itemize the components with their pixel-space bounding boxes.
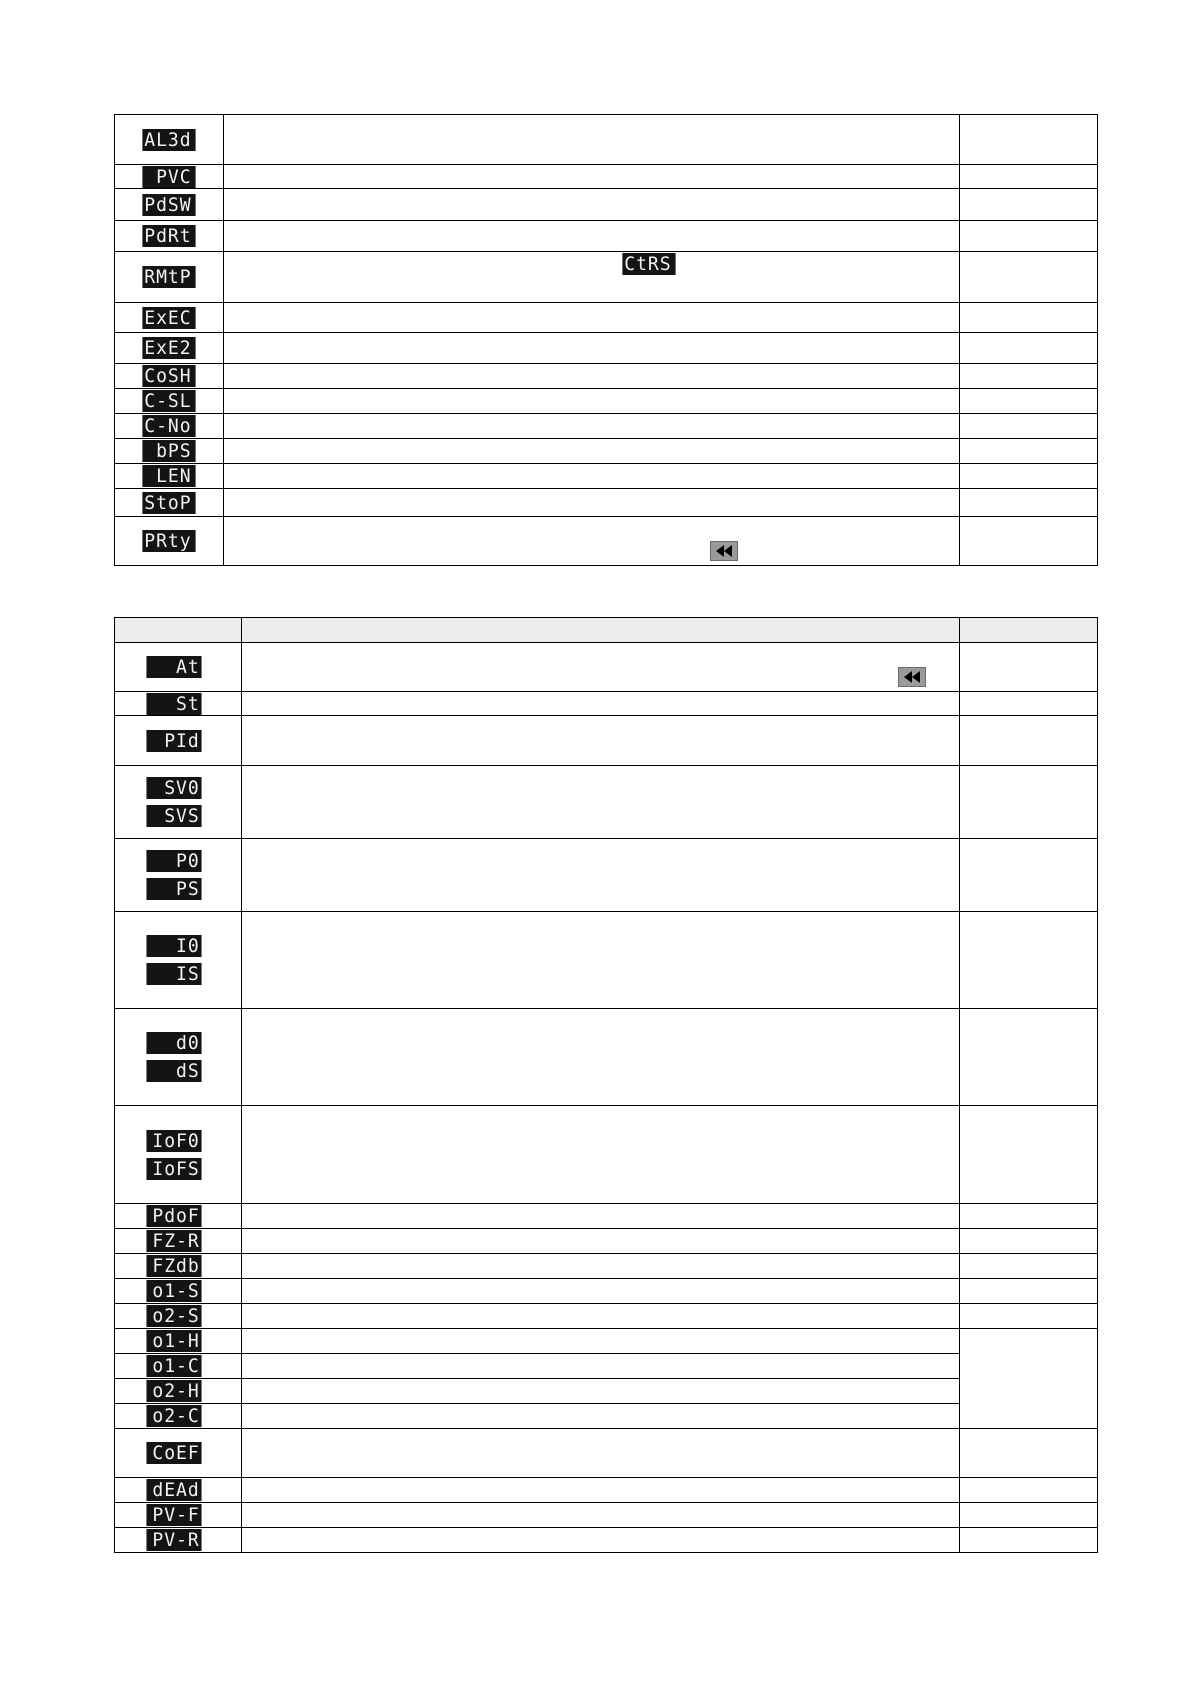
table-row — [115, 489, 1098, 517]
table-row — [115, 252, 1098, 303]
description-cell — [242, 716, 960, 766]
value-cell — [960, 1503, 1098, 1528]
table-row — [115, 115, 1098, 165]
parameter-code: o1-C — [146, 1355, 201, 1377]
description-cell — [224, 189, 960, 221]
parameter-code: SVS — [146, 805, 201, 827]
description-cell — [242, 643, 960, 692]
header-description — [242, 618, 960, 643]
description-cell — [242, 1528, 960, 1553]
table-row — [115, 1503, 1098, 1528]
header-value — [960, 618, 1098, 643]
description-cell — [242, 1254, 960, 1279]
parameter-code: At — [146, 656, 201, 678]
description-cell — [224, 303, 960, 333]
parameter-code: PdoF — [146, 1205, 201, 1227]
value-cell — [960, 489, 1098, 517]
parameter-code: AL3d — [142, 129, 195, 151]
parameter-code: IoF0 — [146, 1130, 201, 1152]
value-cell — [960, 165, 1098, 189]
parameter-code: FZ-R — [146, 1230, 201, 1252]
table-row — [115, 303, 1098, 333]
parameter-code: dS — [146, 1060, 201, 1082]
value-cell — [960, 221, 1098, 252]
description-cell — [224, 115, 960, 165]
description-cell — [224, 414, 960, 439]
description-cell — [242, 1379, 960, 1404]
value-cell — [960, 839, 1098, 912]
value-cell — [960, 1204, 1098, 1229]
table-row — [115, 517, 1098, 566]
description-cell — [242, 912, 960, 1009]
value-cell — [960, 115, 1098, 165]
parameter-code: PRty — [142, 530, 195, 552]
table-row — [115, 364, 1098, 389]
parameter-code: RMtP — [142, 266, 195, 288]
table-row — [115, 439, 1098, 464]
table-row — [115, 643, 1098, 692]
parameter-code: C-SL — [142, 390, 195, 412]
value-cell — [960, 389, 1098, 414]
value-cell — [960, 1279, 1098, 1304]
value-cell — [960, 1528, 1098, 1553]
value-cell — [960, 464, 1098, 489]
parameter-code: LEN — [142, 465, 195, 487]
value-cell — [960, 1254, 1098, 1279]
table-row — [115, 1106, 1098, 1204]
table-row — [115, 333, 1098, 364]
inline-parameter-code: CtRS — [622, 253, 675, 275]
parameter-code: SV0 — [146, 777, 201, 799]
description-cell — [242, 1429, 960, 1478]
description-cell — [242, 692, 960, 716]
description-cell — [224, 489, 960, 517]
description-cell — [242, 766, 960, 839]
rewind-icon[interactable] — [710, 541, 738, 561]
table-row — [115, 1254, 1098, 1279]
parameter-code: o2-S — [146, 1305, 201, 1327]
value-cell — [960, 333, 1098, 364]
table-row — [115, 1229, 1098, 1254]
description-cell — [242, 1478, 960, 1503]
table-row — [115, 1528, 1098, 1553]
value-cell — [960, 364, 1098, 389]
table-row — [115, 1329, 1098, 1354]
parameter-code: d0 — [146, 1032, 201, 1054]
parameter-code: dEAd — [146, 1479, 201, 1501]
value-cell — [960, 766, 1098, 839]
rewind-icon[interactable] — [898, 667, 926, 687]
parameter-code: o1-S — [146, 1280, 201, 1302]
parameter-code: bPS — [142, 440, 195, 462]
description-cell — [242, 1354, 960, 1379]
description-cell — [242, 1106, 960, 1204]
description-cell — [242, 1503, 960, 1528]
table-row — [115, 389, 1098, 414]
description-cell — [224, 252, 960, 303]
value-cell — [960, 1106, 1098, 1204]
description-cell — [242, 1279, 960, 1304]
table-row — [115, 165, 1098, 189]
description-cell — [224, 333, 960, 364]
value-cell — [960, 517, 1098, 566]
parameter-code: ExE2 — [142, 337, 195, 359]
table-row — [115, 221, 1098, 252]
description-cell — [224, 517, 960, 566]
table-row — [115, 1304, 1098, 1329]
parameter-code: I0 — [146, 935, 201, 957]
table-row — [115, 414, 1098, 439]
value-cell — [960, 1009, 1098, 1106]
value-cell — [960, 643, 1098, 692]
parameter-code: CoSH — [142, 365, 195, 387]
parameter-code: o2-C — [146, 1405, 201, 1427]
parameter-code: IS — [146, 963, 201, 985]
table-row — [115, 1354, 1098, 1379]
description-cell — [224, 439, 960, 464]
value-cell — [960, 1478, 1098, 1503]
value-cell — [960, 189, 1098, 221]
parameter-code: P0 — [146, 850, 201, 872]
description-cell — [242, 839, 960, 912]
table-row — [115, 1404, 1098, 1429]
parameter-code: ExEC — [142, 307, 195, 329]
parameter-code: PdSW — [142, 194, 195, 216]
parameter-code: StoP — [142, 492, 195, 514]
table-row — [115, 839, 1098, 912]
parameter-code: FZdb — [146, 1255, 201, 1277]
table-row — [115, 766, 1098, 839]
value-cell — [960, 439, 1098, 464]
value-cell — [960, 303, 1098, 333]
parameter-code: C-No — [142, 415, 195, 437]
table-row — [115, 189, 1098, 221]
parameter-code: PV-R — [146, 1529, 201, 1551]
table-row — [115, 1429, 1098, 1478]
description-cell — [224, 165, 960, 189]
header-code — [115, 618, 242, 643]
value-cell — [960, 716, 1098, 766]
table-header-row — [115, 618, 1098, 643]
value-cell — [960, 252, 1098, 303]
parameter-code: PdRt — [142, 225, 195, 247]
parameter-code: PId — [146, 730, 201, 752]
description-cell — [224, 464, 960, 489]
parameter-code: o2-H — [146, 1380, 201, 1402]
value-cell — [960, 1329, 1098, 1429]
description-cell — [242, 1229, 960, 1254]
description-cell — [224, 364, 960, 389]
description-cell — [242, 1404, 960, 1429]
table-row — [115, 1279, 1098, 1304]
table-row — [115, 1204, 1098, 1229]
table-row — [115, 1009, 1098, 1106]
parameter-code: CoEF — [146, 1442, 201, 1464]
parameter-code: IoFS — [146, 1158, 201, 1180]
table-row — [115, 1478, 1098, 1503]
description-cell — [242, 1329, 960, 1354]
parameter-code: St — [146, 693, 201, 715]
value-cell — [960, 414, 1098, 439]
value-cell — [960, 1229, 1098, 1254]
value-cell — [960, 692, 1098, 716]
parameter-table-1 — [114, 114, 1098, 566]
value-cell — [960, 1304, 1098, 1329]
description-cell — [224, 389, 960, 414]
value-cell — [960, 912, 1098, 1009]
description-cell — [242, 1304, 960, 1329]
table-row — [115, 1379, 1098, 1404]
table-row — [115, 912, 1098, 1009]
table-row — [115, 464, 1098, 489]
parameter-table-2 — [114, 617, 1098, 1553]
parameter-code: PV-F — [146, 1504, 201, 1526]
table-row — [115, 716, 1098, 766]
parameter-code: PVC — [142, 166, 195, 188]
description-cell — [242, 1009, 960, 1106]
parameter-code: PS — [146, 878, 201, 900]
value-cell — [960, 1429, 1098, 1478]
table-row — [115, 692, 1098, 716]
description-cell — [224, 221, 960, 252]
parameter-code: o1-H — [146, 1330, 201, 1352]
description-cell — [242, 1204, 960, 1229]
